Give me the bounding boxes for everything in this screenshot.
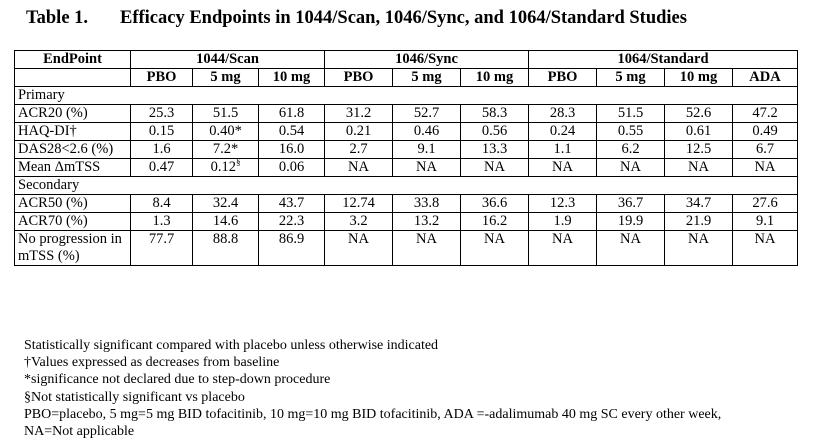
table-row [15,159,798,177]
table-title-text: Efficacy Endpoints in 1044/Scan, 1046/Sync, and 1064/Standard Studies [120,8,687,28]
table-cell: NA [529,231,597,266]
table-cell: 22.3 [259,213,325,231]
table-cell: 0.40* [193,123,259,141]
footnote: *significance not declared due to step-down procedure [24,372,331,388]
table-cell: 3.2 [325,213,393,231]
table-cell: NA [461,231,529,266]
table-title [26,8,687,29]
row-label: Mean ΔmTSS [15,159,131,177]
table-cell: 12.5 [665,141,733,159]
footnote: †Values expressed as decreases from baseline [24,355,280,371]
row-label: ACR50 (%) [15,195,131,213]
table-row [15,231,798,266]
footnotes [24,337,721,440]
table-row [15,195,798,213]
table-cell: 86.9 [259,231,325,266]
table-cell: 0.61 [665,123,733,141]
table-cell: 2.7 [325,141,393,159]
dose-header: 10 mg [461,69,529,87]
dose-header: PBO [131,69,193,87]
dose-header: PBO [325,69,393,87]
footnote: NA=Not applicable [24,424,135,440]
table-cell: NA [665,159,733,177]
table-cell: 7.2* [193,141,259,159]
dose-header: 5 mg [393,69,461,87]
row-label: ACR20 (%) [15,105,131,123]
cell-value: 0.12 [210,159,236,175]
table-cell: 0.24 [529,123,597,141]
efficacy-table [14,50,798,266]
row-label: DAS28<2.6 (%) [15,141,131,159]
table-cell: 61.8 [259,105,325,123]
table-cell: 0.49 [733,123,798,141]
table-cell: NA [461,159,529,177]
section-label-primary: Primary [15,87,798,105]
table-cell: 13.2 [393,213,461,231]
table-cell: 88.8 [193,231,259,266]
table-cell: 6.7 [733,141,798,159]
dose-header: PBO [529,69,597,87]
section-row-primary [15,87,798,105]
table-cell: 16.2 [461,213,529,231]
table-cell: NA [325,231,393,266]
row-label: HAQ-DI† [15,123,131,141]
table-cell: 36.6 [461,195,529,213]
table-row [15,123,798,141]
table-cell: 0.15 [131,123,193,141]
table-cell: 6.2 [597,141,665,159]
table-cell: 27.6 [733,195,798,213]
table-cell: 12.3 [529,195,597,213]
table-cell: 0.54 [259,123,325,141]
table-cell: 0.21 [325,123,393,141]
table-cell: 51.5 [597,105,665,123]
table-cell: 19.9 [597,213,665,231]
table-cell: 21.9 [665,213,733,231]
study-header-scan: 1044/Scan [131,51,325,69]
endpoint-header: EndPoint [15,51,131,69]
table-cell: NA [733,159,798,177]
section-label-secondary: Secondary [15,177,798,195]
table-cell: 43.7 [259,195,325,213]
footnote: PBO=placebo, 5 mg=5 mg BID tofacitinib, 10 mg=10 mg BID tofacitinib, ADA =-adalimumab 40 mg SC every other week, [24,406,722,422]
table-row [15,213,798,231]
table-cell: 0.46 [393,123,461,141]
table-cell: 0.56 [461,123,529,141]
table-cell: 8.4 [131,195,193,213]
table-number: Table 1. [26,8,89,28]
table-cell: 52.6 [665,105,733,123]
table-cell: 9.1 [733,213,798,231]
table-cell: 36.7 [597,195,665,213]
table-cell: NA [597,159,665,177]
table-cell: 25.3 [131,105,193,123]
table-cell: 1.1 [529,141,597,159]
dose-header: 10 mg [665,69,733,87]
dose-header-blank [15,69,131,87]
table-row [15,141,798,159]
table-cell: 32.4 [193,195,259,213]
table-cell: 31.2 [325,105,393,123]
footnote: §Not statistically significant vs placebo [24,389,245,405]
table-cell: NA [325,159,393,177]
table-cell: NA [597,231,665,266]
table-cell: 51.5 [193,105,259,123]
table-cell: 33.8 [393,195,461,213]
table-cell: 16.0 [259,141,325,159]
study-header-standard: 1064/Standard [529,51,798,69]
table-cell: 58.3 [461,105,529,123]
table-cell: 0.06 [259,159,325,177]
header-row-studies [15,51,798,69]
table-cell: NA [393,231,461,266]
row-label: ACR70 (%) [15,213,131,231]
section-sign-superscript: § [235,157,241,168]
table-cell: 9.1 [393,141,461,159]
table-cell: NA [733,231,798,266]
table-cell: 1.6 [131,141,193,159]
table-cell: 1.3 [131,213,193,231]
table-cell: 77.7 [131,231,193,266]
footnote: Statistically significant compared with placebo unless otherwise indicated [24,338,439,353]
table-cell: NA [393,159,461,177]
table-cell: 34.7 [665,195,733,213]
table-cell: 47.2 [733,105,798,123]
section-row-secondary [15,177,798,195]
table-cell: 0.47 [131,159,193,177]
dose-header: ADA [733,69,798,87]
table-cell: 0.55 [597,123,665,141]
dose-header: 5 mg [597,69,665,87]
table-cell: 12.74 [325,195,393,213]
table-cell: NA [665,231,733,266]
table-cell: 13.3 [461,141,529,159]
table-cell: NA [529,159,597,177]
row-label: No progression in mTSS (%) [15,231,131,266]
header-row-doses [15,69,798,87]
table-cell: 52.7 [393,105,461,123]
dose-header: 10 mg [259,69,325,87]
dose-header: 5 mg [193,69,259,87]
table-cell: 28.3 [529,105,597,123]
table-cell: 14.6 [193,213,259,231]
table-row [15,105,798,123]
table-cell [193,159,259,177]
table-cell: 1.9 [529,213,597,231]
study-header-sync: 1046/Sync [325,51,529,69]
